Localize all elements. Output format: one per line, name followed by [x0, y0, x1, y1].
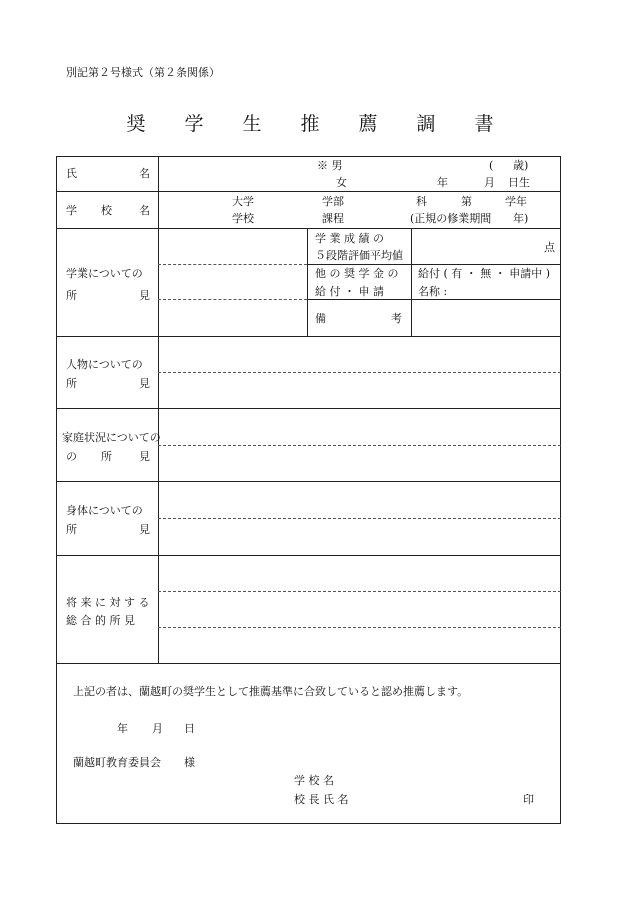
grades-label-line2: ５段階評価平均値: [315, 249, 403, 262]
family-label-line2a: の: [66, 450, 77, 463]
birth-day: 日生: [508, 176, 530, 189]
school-gakunen: 学年: [505, 195, 527, 208]
school-gakko: 学校: [232, 212, 254, 225]
school-katei: 課程: [322, 212, 344, 225]
academic-dash-2: [158, 299, 307, 300]
family-dash: [158, 445, 561, 446]
academic-divider-2: [411, 228, 412, 336]
sex-female-option: 女: [336, 176, 347, 189]
academic-rule-2: [307, 299, 561, 300]
school-period: (正規の修業期間: [410, 212, 492, 225]
other-scholarship-line2: 給 付 ・ 申 請: [315, 285, 384, 298]
school-dai: 第: [461, 195, 472, 208]
academic-divider-1: [307, 228, 308, 336]
benefit-name: 名称 :: [418, 285, 448, 298]
form-table: [56, 156, 561, 824]
label-column-divider: [158, 156, 159, 663]
future-label-line1: 将 来 に 対 す る: [66, 596, 150, 609]
academic-label-line2a: 所: [66, 289, 77, 302]
school-name-label: 学 校 名: [294, 774, 334, 787]
future-dash-2: [158, 627, 561, 628]
school-gakubu: 学部: [322, 195, 344, 208]
name-label-left: 氏: [66, 167, 77, 180]
page-title: 奨 学 生 推 薦 調 書: [126, 113, 504, 135]
rule-after-family: [56, 481, 561, 482]
character-dash: [158, 372, 561, 373]
health-label-line1: 身体についての: [66, 504, 143, 517]
remarks-label-a: 備: [315, 312, 326, 325]
benefit-status: 給付 ( 有 ・ 無 ・ 申請中 ): [418, 267, 551, 280]
school-label-b: 校: [101, 204, 112, 217]
remarks-label-b: 考: [391, 312, 402, 325]
character-label-line1: 人物についての: [66, 358, 143, 371]
health-label-line2a: 所: [66, 523, 77, 536]
future-dash-1: [158, 591, 561, 592]
age-close: 歳): [513, 159, 529, 172]
rule-after-school: [56, 228, 561, 229]
academic-dash-1: [158, 264, 307, 265]
addressee-sama: 様: [184, 756, 195, 769]
other-scholarship-line1: 他 の 奨 学 金 の: [315, 267, 399, 280]
future-label-line2: 総 合 的 所 見: [66, 614, 135, 627]
rule-after-future: [56, 663, 561, 664]
health-dash: [158, 518, 561, 519]
age-open: (: [489, 159, 494, 172]
grades-label-line1: 学 業 成 績 の: [315, 232, 384, 245]
birth-month: 月: [484, 176, 495, 189]
principal-name-label: 校 長 氏 名: [294, 793, 349, 806]
academic-label-line2b: 見: [139, 289, 150, 302]
school-ka: 科: [416, 195, 427, 208]
health-label-line2b: 見: [139, 523, 150, 536]
sex-male-option: ※ 男: [317, 159, 343, 172]
academic-rule-1: [307, 264, 561, 265]
family-label-line1: 家庭状況についての: [62, 431, 161, 444]
school-label-a: 学: [66, 204, 77, 217]
family-label-line2b: 所: [101, 450, 112, 463]
birth-year: 年: [437, 176, 448, 189]
school-period-nen: 年): [513, 212, 529, 225]
family-label-line2c: 見: [139, 450, 150, 463]
addressee: 蘭越町教育委員会: [73, 756, 161, 769]
name-label-right: 名: [139, 167, 150, 180]
form-number-note: 別記第２号様式（第２条関係）: [66, 66, 220, 79]
school-label-c: 名: [139, 204, 150, 217]
date-year: 年: [117, 722, 128, 735]
recommendation-statement: 上記の者は、蘭越町の奨学生として推薦基準に合致していると認め推薦します。: [73, 685, 469, 698]
grades-points: 点: [544, 241, 555, 254]
academic-label-line1: 学業についての: [66, 267, 143, 280]
date-day: 日: [184, 722, 195, 735]
rule-after-health: [56, 555, 561, 556]
character-label-line2b: 見: [139, 377, 150, 390]
seal-mark: 印: [523, 793, 534, 806]
rule-after-name: [56, 191, 561, 192]
date-month: 月: [152, 722, 163, 735]
school-daigaku: 大学: [232, 195, 254, 208]
rule-after-academic: [56, 336, 561, 337]
character-label-line2a: 所: [66, 377, 77, 390]
rule-after-character: [56, 408, 561, 409]
